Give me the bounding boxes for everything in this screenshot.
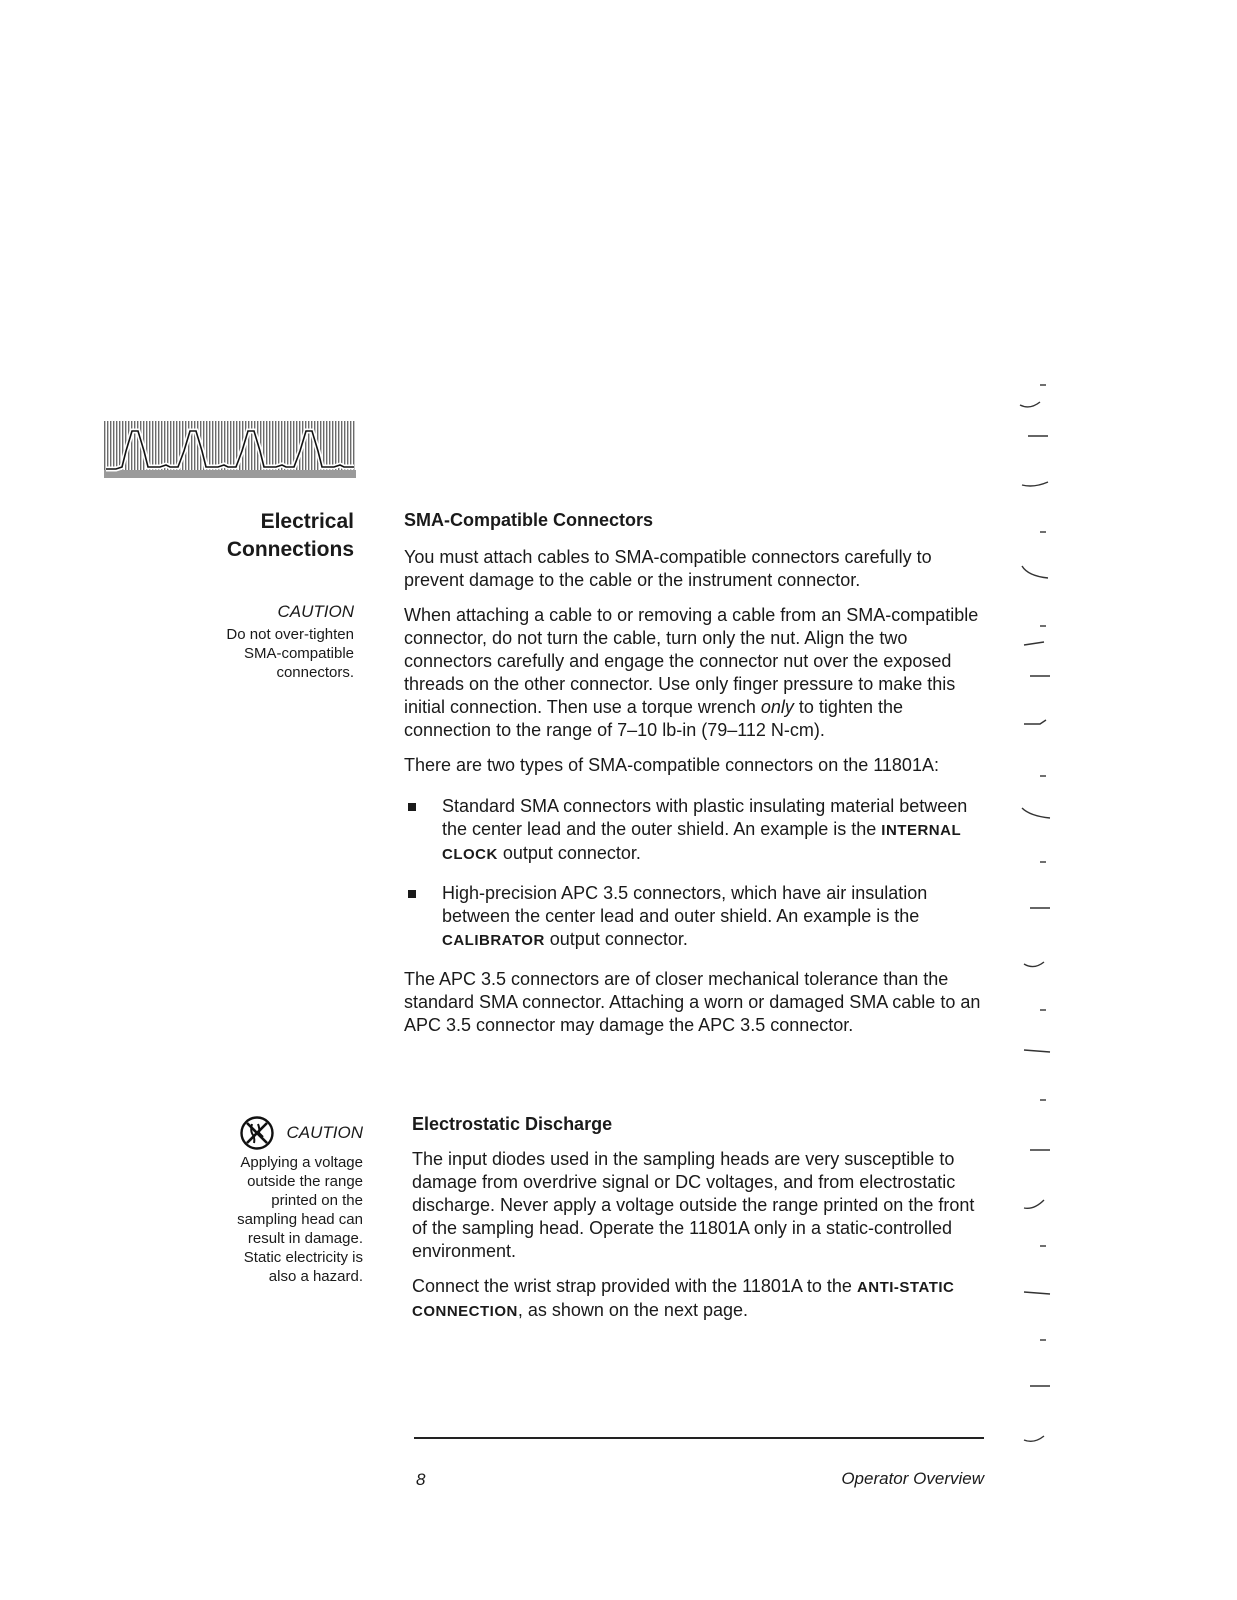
caution-line: Do not over-tighten xyxy=(226,626,354,643)
page-number: 8 xyxy=(416,1470,426,1489)
caution-line: SMA-compatible xyxy=(243,645,354,662)
esd-paragraph-1: The input diodes used in the sampling heads are very susceptible to damage from overdrive signal or DC voltages, and from electrostatic discharge. Never apply a voltage outside the range printed on the front of the sampling head. Operate the 11801A only in a static-controlled environment. xyxy=(412,1149,975,1261)
caution-text xyxy=(150,1153,363,1286)
caution-line: also a hazard. xyxy=(268,1268,363,1285)
caution-line: printed on the xyxy=(271,1192,363,1209)
esd-heading: Electrostatic Discharge xyxy=(412,1114,613,1134)
calibrator-label: CALIBRATOR xyxy=(442,932,545,949)
section-title-line1: Electrical xyxy=(260,510,354,533)
anti-static-connection-label: ANTI-STATIC CONNECTION xyxy=(412,1279,955,1320)
caution-note-esd xyxy=(150,1115,363,1286)
esd-warning-icon xyxy=(239,1115,275,1151)
sma-paragraph-3: There are two types of SMA-compatible connectors on the 11801A: xyxy=(404,755,939,775)
internal-clock-label: INTERNAL CLOCK xyxy=(442,822,961,863)
connector-type-list xyxy=(404,795,984,952)
caution-line: Static electricity is xyxy=(243,1249,363,1266)
caution-line: sampling head can xyxy=(237,1211,363,1228)
emphasis-only: only xyxy=(760,697,794,717)
caution-text xyxy=(150,625,354,682)
caution-line: result in damage. xyxy=(247,1230,363,1247)
waveform-banner-icon xyxy=(104,421,356,478)
caution-line: Applying a voltage xyxy=(240,1154,363,1171)
esd-paragraph-2: Connect the wrist strap provided with the 11801A to the ANTI-STATIC CONNECTION, as shown on the next page. xyxy=(412,1276,955,1320)
section-title xyxy=(150,508,354,564)
footer-rule xyxy=(414,1437,984,1439)
caution-heading: CAUTION xyxy=(286,1123,363,1142)
sma-paragraph-2: When attaching a cable to or removing a cable from an SMA-compatible connector, do not turn the cable, turn only the nut. Align the two connectors carefully and engage the connector nut over the exposed threads on the other connector. Use only finger pressure to make this initial connection. Then use a torque wrench only to tighten the connection to the range of 7–10 lb-in (79–112 N-cm). xyxy=(404,605,979,740)
list-item: High-precision APC 3.5 connectors, which have air insulation between the center lead and outer shield. An example is the CALIBRATOR output connector. xyxy=(404,882,984,952)
caution-line: outside the range xyxy=(247,1173,363,1190)
sma-section xyxy=(404,508,984,1049)
sma-paragraph-1: You must attach cables to SMA-compatible connectors carefully to prevent damage to the cable or the instrument connector. xyxy=(404,547,932,590)
sma-paragraph-4: The APC 3.5 connectors are of closer mechanical tolerance than the standard SMA connector. Attaching a worn or damaged SMA cable to an APC 3.5 connector may damage the APC 3.5 connector. xyxy=(404,969,981,1035)
caution-heading: CAUTION xyxy=(277,602,354,621)
caution-note-overtighten xyxy=(150,601,354,682)
sma-heading: SMA-Compatible Connectors xyxy=(404,510,654,530)
list-item: Standard SMA connectors with plastic insulating material between the center lead and the outer shield. An example is the INTERNAL CLOCK output connector. xyxy=(404,795,984,866)
footer-section-name: Operator Overview xyxy=(841,1469,984,1488)
caution-line: connectors. xyxy=(276,664,354,681)
esd-section xyxy=(412,1112,984,1335)
section-title-line2: Connections xyxy=(226,538,354,561)
scan-edge-marks xyxy=(1010,380,1070,1460)
